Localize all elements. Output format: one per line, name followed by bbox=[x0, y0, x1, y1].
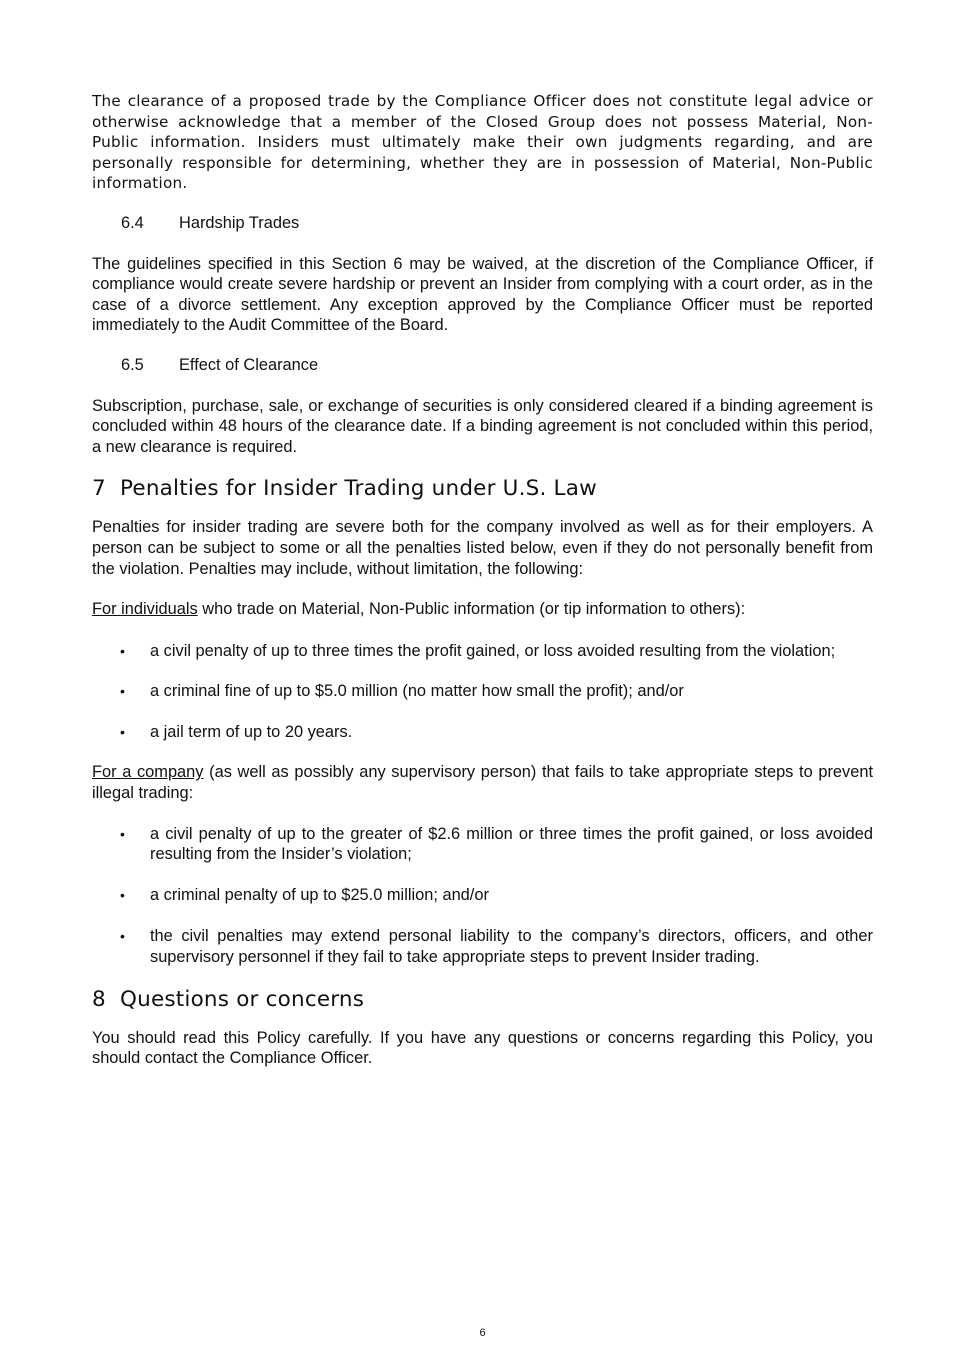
individuals-text: who trade on Material, Non-Public information (or tip information to others): bbox=[197, 600, 746, 619]
section-8-body: You should read this Policy carefully. If you have any questions or concerns regarding this Policy, you should contact the Compliance Officer. bbox=[92, 1028, 873, 1068]
section-6-4-heading bbox=[92, 213, 873, 234]
bullet-icon: • bbox=[120, 886, 125, 903]
company-penalties-list bbox=[92, 824, 873, 968]
section-title: Hardship Trades bbox=[179, 213, 300, 232]
list-item-text: a criminal fine of up to $5.0 million (no matter how small the profit); and/or bbox=[150, 682, 684, 701]
individuals-lead-paragraph bbox=[92, 599, 873, 620]
section-number: 6.4 bbox=[121, 213, 144, 232]
list-item-text: a criminal penalty of up to $25.0 million; and/or bbox=[150, 885, 489, 904]
list-item bbox=[92, 681, 873, 702]
list-item-text: a civil penalty of up to the greater of $2.6 million or three times the profit gained, or loss avoided resulting from the Insider’s violation; bbox=[150, 824, 873, 864]
list-item bbox=[92, 641, 873, 662]
list-item bbox=[92, 722, 873, 743]
bullet-icon: • bbox=[120, 683, 125, 700]
bullet-icon: • bbox=[120, 825, 125, 842]
individual-penalties-list bbox=[92, 641, 873, 743]
section-6-4-body: The guidelines specified in this Section 6 may be waived, at the discretion of the Compliance Officer, if compliance would create severe hardship or prevent an Insider from complying with a court order, as in the case of a divorce settlement. Any exception approved by the Compliance Officer must be reported immediately to the Audit Committee of the Board. bbox=[92, 254, 873, 335]
section-number: 8 bbox=[92, 986, 106, 1012]
list-item bbox=[92, 824, 873, 865]
list-item bbox=[92, 926, 873, 967]
list-item-text: the civil penalties may extend personal liability to the company’s directors, officers, and other supervisory personnel if they fail to take appropriate steps to prevent Insider trading. bbox=[150, 927, 873, 967]
company-label: For a company bbox=[92, 763, 204, 782]
section-title: Penalties for Insider Trading under U.S. Law bbox=[120, 476, 597, 502]
bullet-icon: • bbox=[120, 723, 125, 740]
section-title: Questions or concerns bbox=[120, 986, 365, 1012]
section-title: Effect of Clearance bbox=[179, 355, 319, 374]
list-item-text: a jail term of up to 20 years. bbox=[150, 722, 353, 741]
company-lead-paragraph bbox=[92, 762, 873, 803]
document-page bbox=[92, 91, 873, 1069]
section-7-heading bbox=[92, 475, 873, 503]
list-item-text: a civil penalty of up to three times the profit gained, or loss avoided resulting from the violation; bbox=[150, 641, 836, 660]
section-number: 7 bbox=[92, 476, 106, 502]
list-item bbox=[92, 885, 873, 906]
section-6-5-body: Subscription, purchase, sale, or exchange of securities is only considered cleared if a binding agreement is concluded within 48 hours of the clearance date. If a binding agreement is not concluded within this period, a new clearance is required. bbox=[92, 396, 873, 456]
section-7-intro: Penalties for insider trading are severe both for the company involved as well as for their employers. A person can be subject to some or all the penalties listed below, even if they do not personally benefit from the violation. Penalties may include, without limitation, the following: bbox=[92, 518, 873, 578]
individuals-label: For individuals bbox=[92, 600, 198, 619]
section-6-5-heading bbox=[92, 355, 873, 376]
section-number: 6.5 bbox=[121, 355, 144, 374]
section-8-heading bbox=[92, 986, 873, 1014]
company-text: (as well as possibly any supervisory person) that fails to take appropriate steps to prevent illegal trading: bbox=[92, 763, 873, 803]
page-number: 6 bbox=[479, 1327, 486, 1339]
bullet-icon: • bbox=[120, 642, 125, 659]
intro-paragraph: The clearance of a proposed trade by the Compliance Officer does not constitute legal advice or otherwise acknowledge that a member of the Closed Group does not possess Material, Non-Public information. Insiders must ultimately make their own judgments regarding, and are personally responsible for determining, whether they are in possession of Material, Non-Public information. bbox=[92, 92, 873, 193]
bullet-icon: • bbox=[120, 928, 125, 945]
